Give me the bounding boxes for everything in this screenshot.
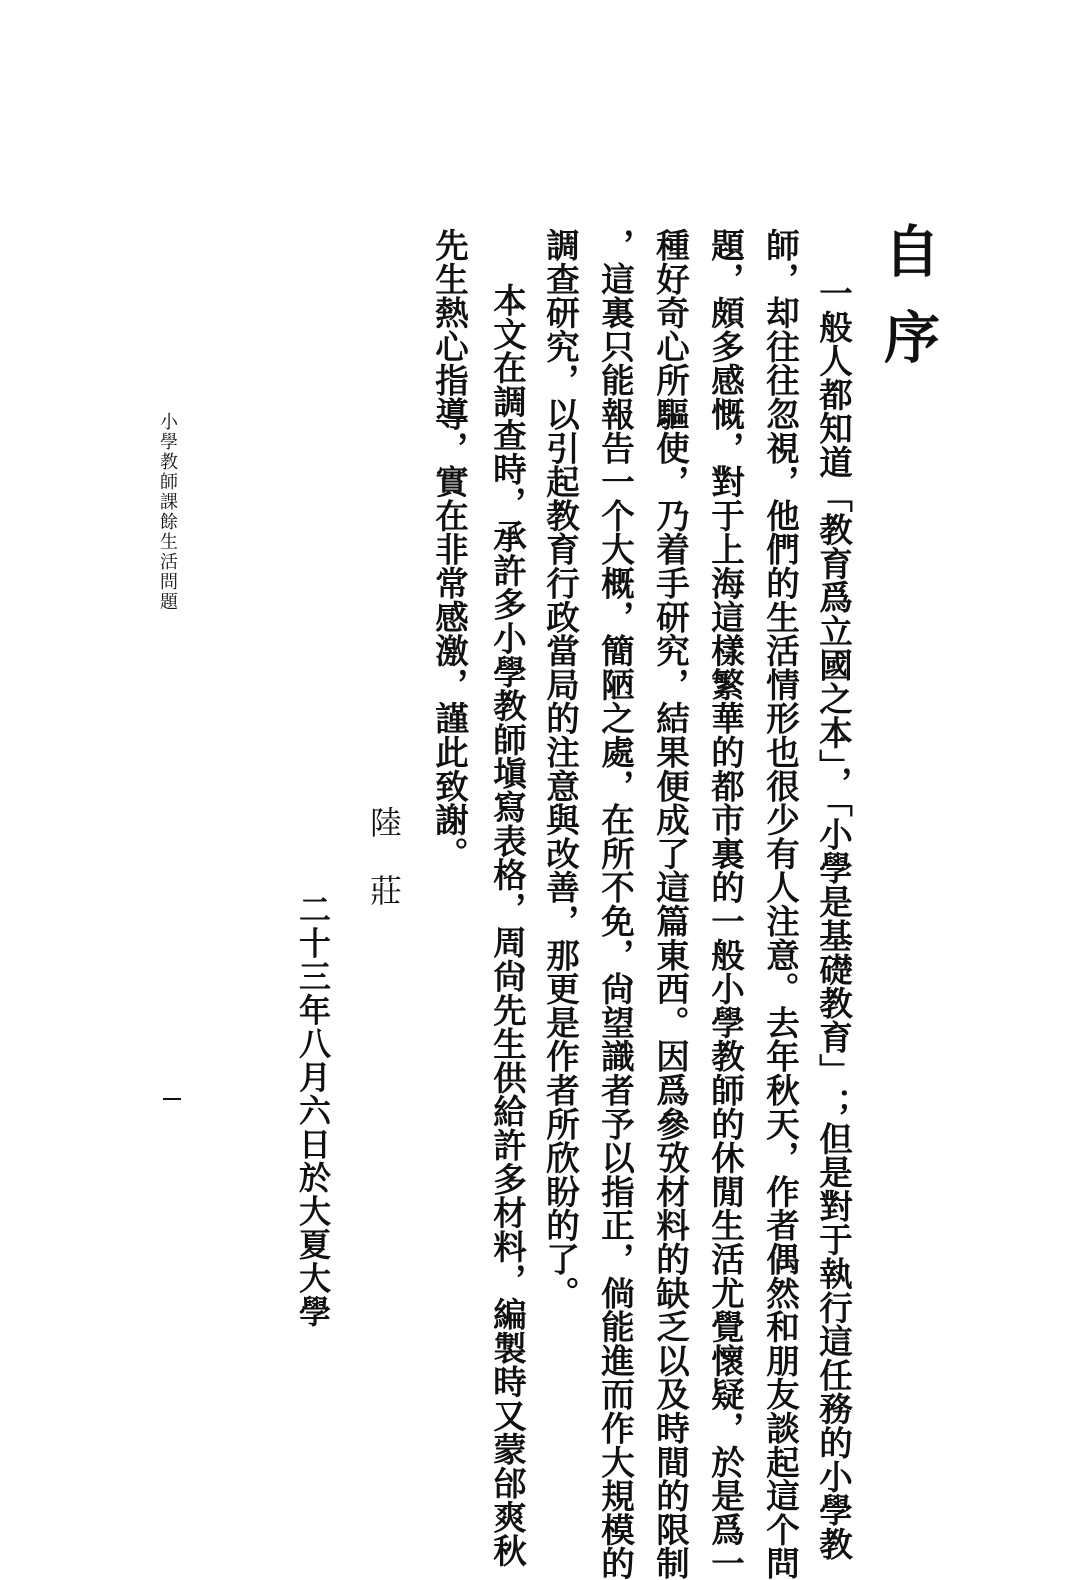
page-number (163, 1085, 181, 1104)
body-column-5: ，這裏只能報告一个大概，簡陋之處，在所不免，尙望識者予以指正，倘能進而作大規模的 (595, 228, 635, 1580)
body-column-2: 師，却往往忽視，他們的生活情形也很少有人注意。去年秋天，作者偶然和朋友談起這个問 (760, 228, 800, 1580)
author-signature: 陸莊 (365, 806, 403, 942)
page-title: 自序 (875, 222, 941, 394)
date-and-place: 二十三年八月六日於大夏大學 (294, 893, 332, 1329)
body-column-6: 調查研究，以引起教育行政當局的注意與改善，那更是作者所欣盼的了。 (540, 228, 580, 1310)
body-column-4: 種好奇心所驅使，乃着手研究，結果便成了這篇東西。因爲參攷材料的缺乏以及時間的限制 (650, 228, 690, 1580)
running-title: 小學教師課餘生活問題 (157, 412, 178, 612)
body-column-1: 一般人都知道「教育爲立國之本」，「小學是基礎教育」；但是對于執行這任務的小學教 (813, 276, 853, 1561)
body-column-8: 先生熱心指導，實在非常感激，謹此致謝。 (429, 228, 469, 871)
body-column-3: 題，頗多感慨，對于上海這樣繁華的都市裏的一般小學教師的休閒生活尤覺懷疑，於是爲一 (705, 228, 745, 1580)
body-column-7: 本文在調查時，承許多小學教師塡寫表格，周尙先生供給許多材料，編製時又蒙邰爽秋 (487, 283, 527, 1568)
page-number-mark (163, 1098, 181, 1100)
